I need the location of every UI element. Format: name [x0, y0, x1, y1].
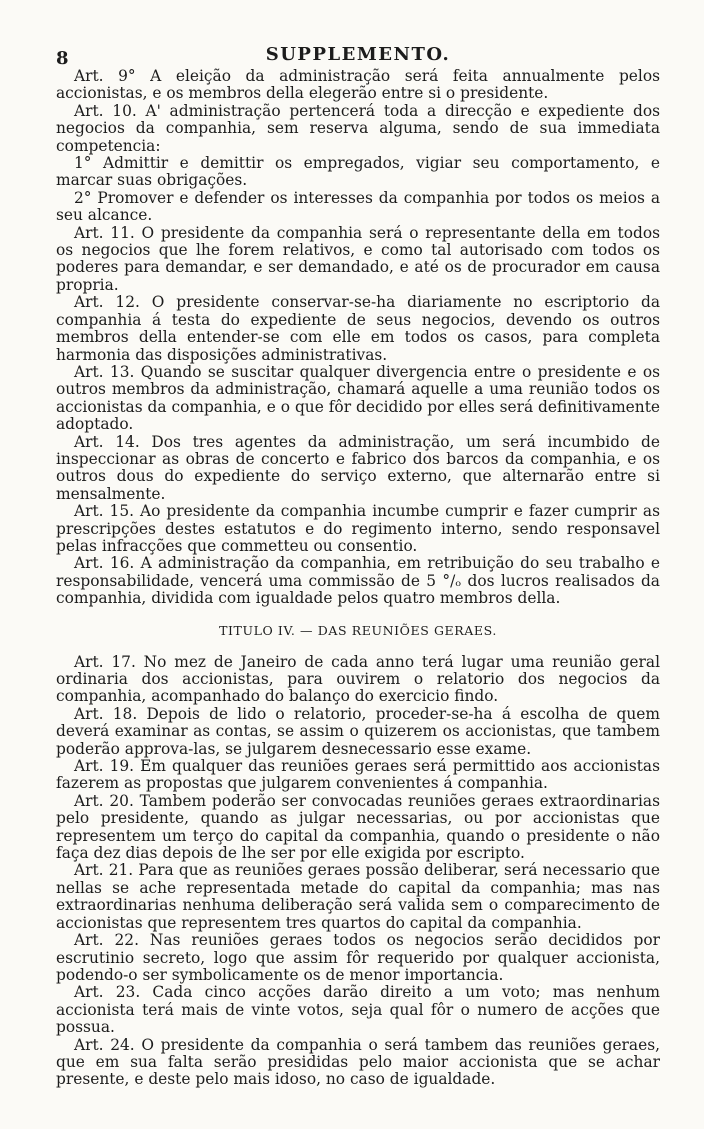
- article-paragraph: Art. 13. Quando se suscitar qualquer divergencia entre o presidente e os outros membros da administração, chamará aquelle a uma reunião todos os accionistas da companhia, e o que fôr decidido por elles será definitivamente adoptado.: [56, 362, 660, 434]
- article-paragraph: Art. 19. Em qualquer das reuniões geraes será permittido aos accionistas fazerem as propostas que julgarem convenientes á companhia.: [56, 757, 660, 793]
- article-paragraph: Art. 10. A' administração pertencerá toda a direcção e expediente dos negocios da companhia, sem reserva alguma, sendo de sua immediata competencia:: [56, 101, 660, 155]
- articles-before-section: [56, 68, 660, 608]
- article-paragraph: Art. 12. O presidente conservar-se-ha diariamente no escriptorio da companhia á testa do expediente de seus negocios, devendo os outros membros della entender-se com elle em todos os casos, para completa harmonia das disposições administrativas.: [56, 293, 660, 364]
- article-paragraph: Art. 9° A eleição da administração será feita annualmente pelos accionistas, e os membros della elegerão entre si o presidente.: [56, 67, 660, 103]
- page-number: 8: [56, 48, 69, 69]
- article-paragraph: Art. 23. Cada cinco acções darão direito a um voto; mas nenhum accionista terá mais de vinte votos, seja qual fôr o numero de acções que possua.: [56, 983, 660, 1037]
- article-paragraph: Art. 18. Depois de lido o relatorio, proceder-se-ha á escolha de quem deverá examinar as contas, se assim o quizerem os accionistas, que tambem poderão approva-las, se julgarem desnecessario esse exame.: [56, 704, 660, 758]
- article-paragraph: Art. 15. Ao presidente da companhia incumbe cumprir e fazer cumprir as prescripções destes estatutos e do regimento interno, sendo responsavel pelas infracções que commetteu ou consentio.: [56, 502, 660, 555]
- article-paragraph: Art. 16. A administração da companhia, em retribuição do seu trabalho e responsabilidade, vencerá uma commissão de 5 °/ₒ dos lucros realisados da companhia, dividida com igualdade pelos quatro membros della.: [56, 554, 660, 608]
- article-paragraph: 1° Admittir e demittir os empregados, vigiar seu comportamento, e marcar suas obrigações.: [56, 154, 660, 190]
- article-paragraph: Art. 14. Dos tres agentes da administração, um será incumbido de inspeccionar as obras de concerto e fabrico dos barcos da companhia, e os outros dous do expediente do serviço externo, que alternarão entre si mensalmente.: [56, 432, 660, 503]
- article-paragraph: Art. 20. Tambem poderão ser convocadas reuniões geraes extraordinarias pelo presidente, quando as julgar necessarias, ou por accionistas que representem um terço do capital da companhia, quando o presidente o não faça dez dias depois de lhe ser por elle exigida por escripto.: [56, 791, 660, 863]
- article-paragraph: Art. 11. O presidente da companhia será o representante della em todos os negocios que lhe forem relativos, e como tal autorisado com todos os poderes para demandar, e ser demandado, e até os de procurador em causa propria.: [56, 223, 660, 294]
- article-paragraph: Art. 17. No mez de Janeiro de cada anno terá lugar uma reunião geral ordinaria dos accionistas, para ouvirem o relatorio dos negocios da companhia, acompanhado do balanço do exercicio findo.: [56, 652, 660, 706]
- articles-after-section: [56, 654, 660, 1089]
- article-paragraph: Art. 21. Para que as reuniões geraes possão deliberar, será necessario que nellas se ache representada metade do capital da companhia; mas nas extraordinarias nenhuma deliberação será valida sem o comparecimento de accionistas que representem tres quartos do capital da companhia.: [56, 861, 660, 932]
- running-title: SUPPLEMENTO.: [265, 44, 451, 65]
- section-title: TITULO IV. — DAS REUNIÕES GERAES.: [219, 622, 497, 638]
- article-paragraph: Art. 22. Nas reuniões geraes todos os negocios serão decididos por escrutinio secreto, logo que assim fôr requerido por qualquer accionista, podendo-o ser symbolicamente os de menor importancia.: [56, 931, 660, 984]
- article-paragraph: 2° Promover e defender os interesses da companhia por todos os meios a seu alcance.: [56, 188, 660, 225]
- article-paragraph: Art. 24. O presidente da companhia o será tambem das reuniões geraes, que em sua falta serão presididas pelo maior accionista que se achar presente, e deste pelo mais idoso, no caso de igualdade.: [56, 1035, 660, 1089]
- page-header: [56, 40, 660, 69]
